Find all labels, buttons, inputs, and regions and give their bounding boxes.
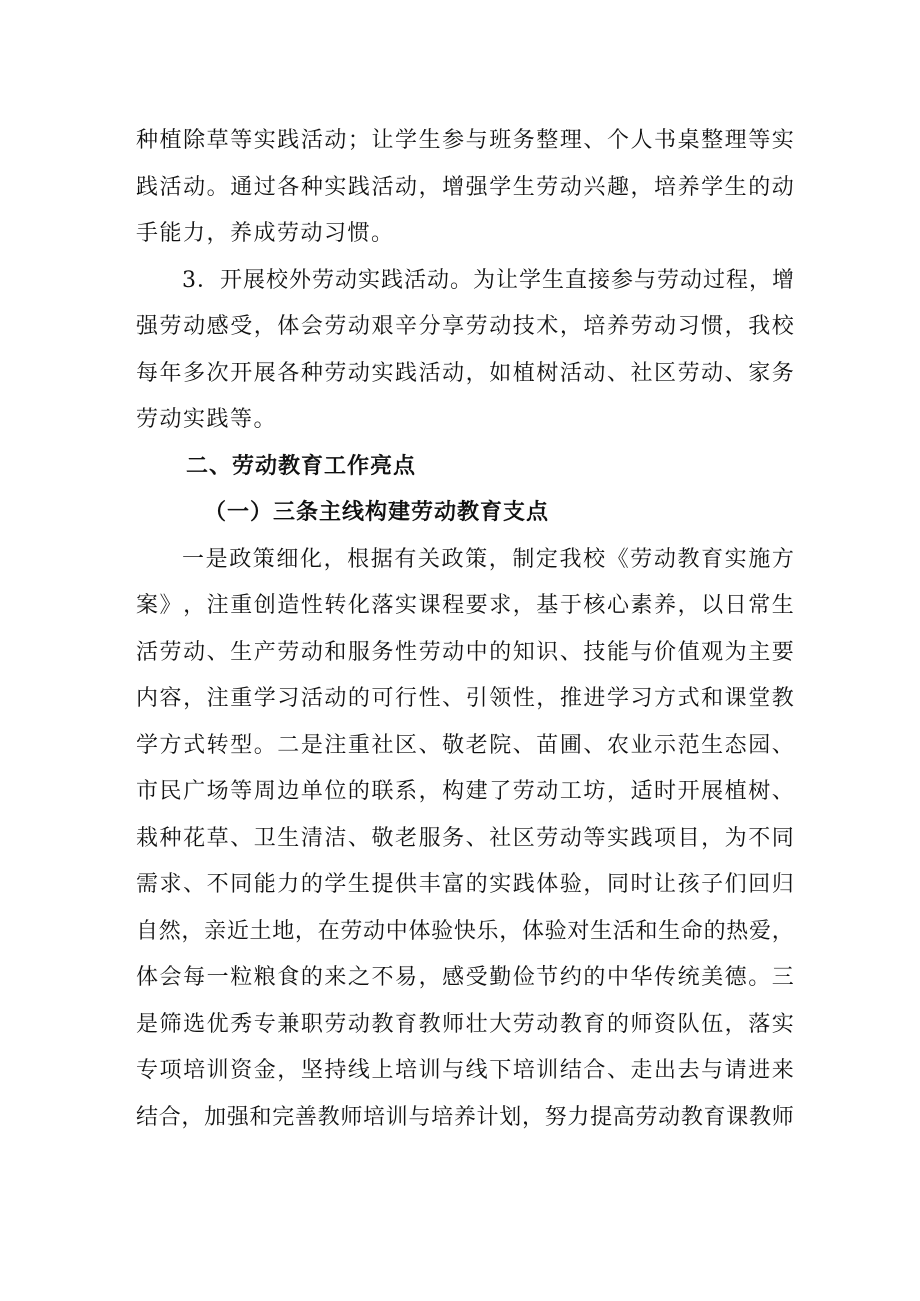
text-line: 专 项 培 训 资 金 ， 坚 持 线 上 培 训 与 线 下 培 训 结 合 、 走 出 去 与 请 进 来 xyxy=(136,1058,794,1083)
text-line: 是 筛 选 优 秀 专 兼 职 劳 动 教 育 教 师 壮 大 劳 动 教 育 的 师 资 队 伍 ， 落 实 xyxy=(136,1011,794,1037)
document-body xyxy=(136,118,794,1141)
text-line: 践 活 动 。 通 过 各 种 实 践 活 动 ， 增 强 学 生 劳 动 兴 趣 ， 培 养 学 生 的 动 xyxy=(136,174,794,200)
text-line: 学 方 式 转 型 。 二 是 注 重 社 区 、 敬 老 院 、 苗 圃 、 农 业 示 范 生 态 园 、 xyxy=(136,732,794,758)
text-line: 市 民 广 场 等 周 边 单 位 的 联 系 ， 构 建 了 劳 动 工 坊 ， 适 时 开 展 植 树 、 xyxy=(136,779,794,804)
text-line: 案 》 ， 注 重 创 造 性 转 化 落 实 课 程 要 求 ， 基 于 核 心 素 养 ， 以 日 常 生 xyxy=(136,593,794,618)
subsection-heading: （一）三条主线构建劳动教育支点 xyxy=(204,500,550,525)
text-line: 需 求 、 不 同 能 力 的 学 生 提 供 丰 富 的 实 践 体 验 ， 同 时 让 孩 子 们 回 归 xyxy=(136,872,794,897)
section-heading: 二、劳动教育工作亮点 xyxy=(186,453,417,479)
text-line: 劳动实践等。 xyxy=(136,407,278,432)
text-line: 种 植 除 草 等 实 践 活 动 ； 让 学 生 参 与 班 务 整 理 、 个 人 书 桌 整 理 等 实 xyxy=(136,128,794,153)
text-line: 强 劳 动 感 受 ， 体 会 劳 动 艰 辛 分 享 劳 动 技 术 ， 培 养 劳 动 习 惯 ， 我 校 xyxy=(136,314,794,339)
text-line: 体 会 每 一 粒 粮 食 的 来 之 不 易 ， 感 受 勤 俭 节 约 的 中 华 传 统 美 德 。 三 xyxy=(136,965,794,990)
text-line: 手能力，养成劳动习惯。 xyxy=(136,221,395,246)
text-line: 3 ． 开 展 校 外 劳 动 实 践 活 动 。 为 让 学 生 直 接 参 与 劳 动 过 程 ， 增 xyxy=(182,267,794,293)
text-line: 每 年 多 次 开 展 各 种 劳 动 实 践 活 动 ， 如 植 树 活 动 、 社 区 劳 动 、 家 务 xyxy=(136,360,794,386)
text-line: 活 劳 动 、 生 产 劳 动 和 服 务 性 劳 动 中 的 知 识 、 技 能 与 价 值 观 为 主 要 xyxy=(136,639,794,665)
text-line: 自 然 ， 亲 近 土 地 ， 在 劳 动 中 体 验 快 乐 ， 体 验 对 生 活 和 生 命 的 热 爱 ， xyxy=(136,918,794,944)
text-line: 结 合 ， 加 强 和 完 善 教 师 培 训 与 培 养 计 划 ， 努 力 提 高 劳 动 教 育 课 教 师 xyxy=(136,1104,794,1130)
text-line: 内 容 ， 注 重 学 习 活 动 的 可 行 性 、 引 领 性 ， 推 进 学 习 方 式 和 课 堂 教 xyxy=(136,686,794,711)
text-line: 栽 种 花 草 、 卫 生 清 洁 、 敬 老 服 务 、 社 区 劳 动 等 实 践 项 目 ， 为 不 同 xyxy=(136,825,794,851)
text-line: 一 是 政 策 细 化 ， 根 据 有 关 政 策 ， 制 定 我 校 《 劳 动 教 育 实 施 方 xyxy=(182,546,794,572)
